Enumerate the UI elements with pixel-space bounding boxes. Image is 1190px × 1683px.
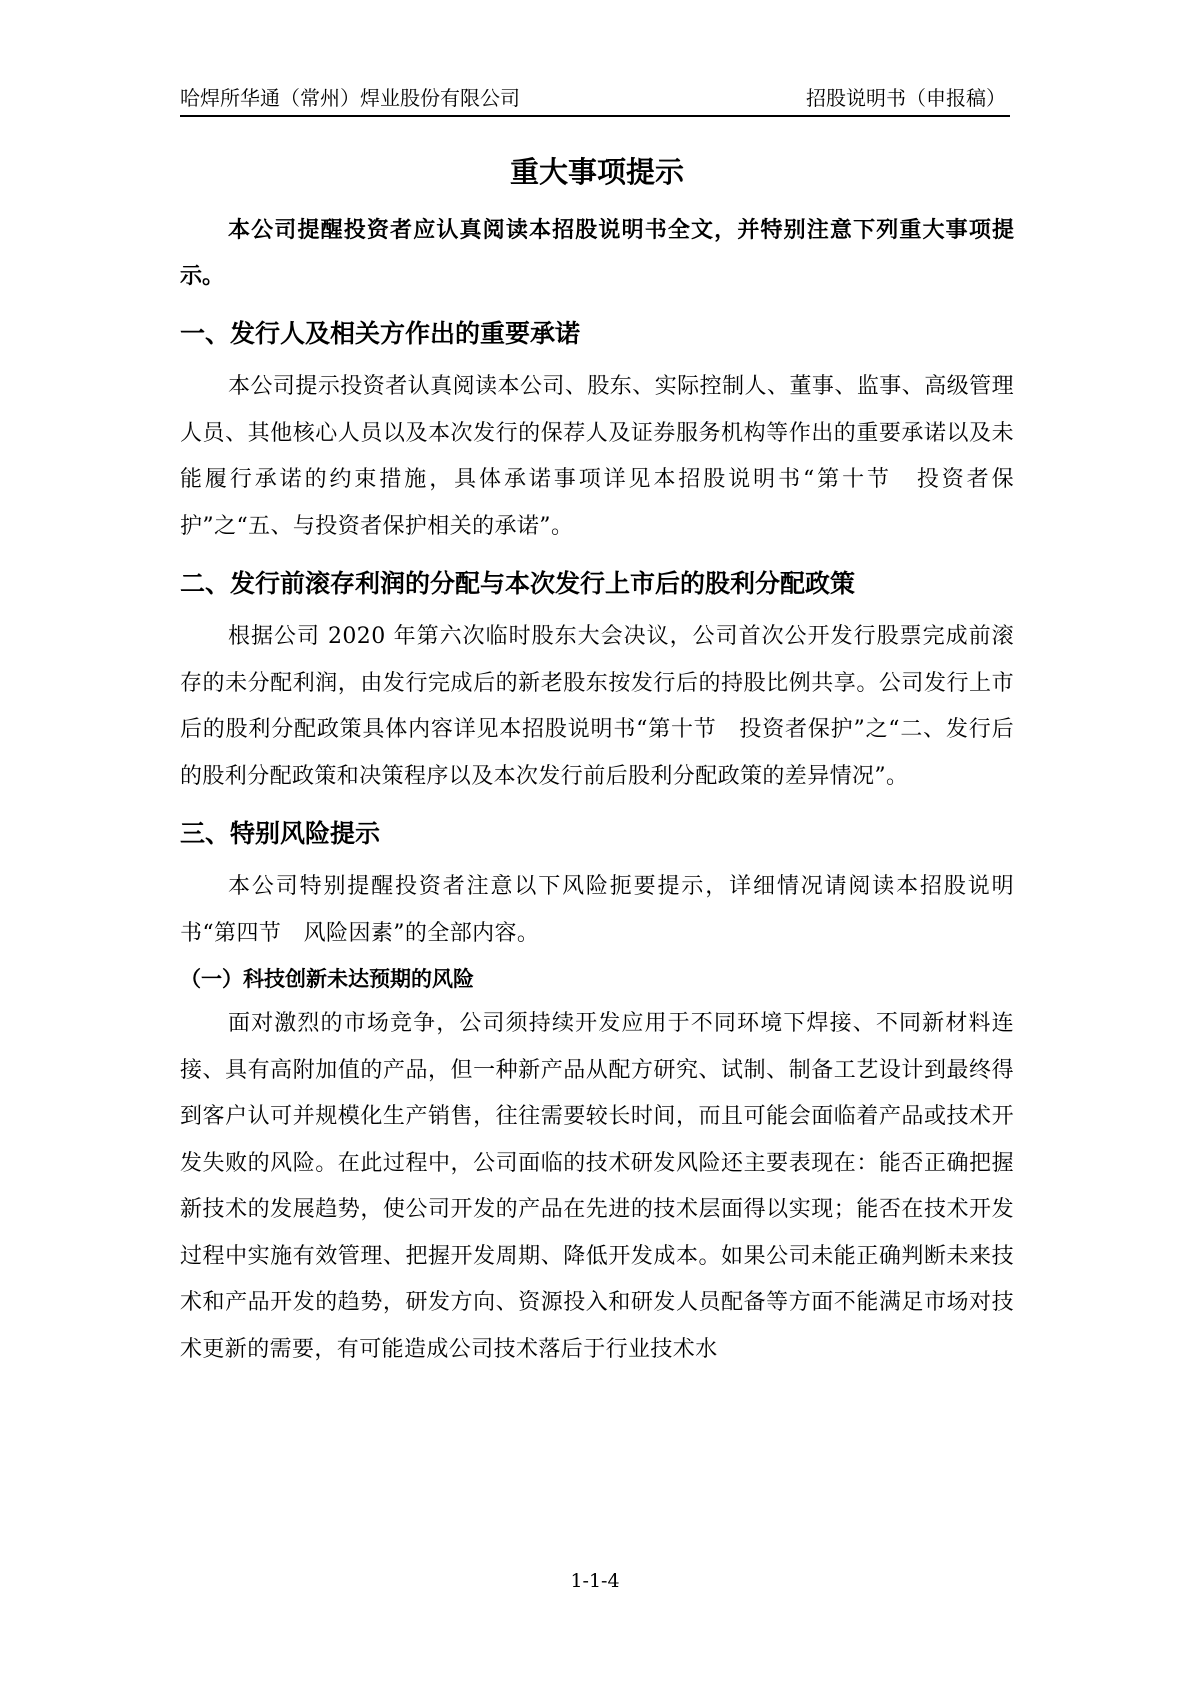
header-divider — [180, 115, 1010, 117]
section-3-paragraph: 本公司特别提醒投资者注意以下风险扼要提示，详细情况请阅读本招股说明书“第四节 风险因素”的全部内容。 — [180, 874, 1014, 946]
section-3-heading: 三、特别风险提示 — [180, 819, 381, 848]
subsection-1-paragraph: 面对激烈的市场竞争，公司须持续开发应用于不同环境下焊接、不同新材料连接、具有高附加值的产品，但一种新产品从配方研究、试制、制备工艺设计到最终得到客户认可并规模化生产销售，往往需要较长时间，而且可能会面临着产品或技术开发失败的风险。在此过程中，公司面临的技术研发风险还主要表现在：能否正确把握新技术的发展趋势，使公司开发的产品在先进的技术层面得以实现；能否在技术开发过程中实施有效管理、把握开发周期、降低开发成本。如果公司未能正确判断未来技术和产品开发的趋势，研发方向、资源投入和研发人员配备等方面不能满足市场对技术更新的需要，有可能造成公司技术落后于行业技术水 — [180, 1011, 1014, 1362]
intro-notice: 本公司提醒投资者应认真阅读本招股说明书全文，并特别注意下列重大事项提示。 — [180, 218, 1014, 289]
section-2-heading: 二、发行前滚存利润的分配与本次发行上市后的股利分配政策 — [180, 569, 856, 598]
section-1-heading: 一、发行人及相关方作出的重要承诺 — [180, 319, 581, 348]
page-number: 1-1-4 — [570, 1570, 620, 1592]
page-header — [180, 82, 1010, 114]
page-content — [180, 150, 1014, 1373]
header-company-name: 哈焊所华通（常州）焊业股份有限公司 — [180, 86, 520, 110]
page-title: 重大事项提示 — [509, 155, 684, 189]
subsection-1-heading: （一）科技创新未达预期的风险 — [180, 967, 474, 991]
section-1-paragraph: 本公司提示投资者认真阅读本公司、股东、实际控制人、董事、监事、高级管理人员、其他核心人员以及本次发行的保荐人及证券服务机构等作出的重要承诺以及未能履行承诺的约束措施，具体承诺事项详见本招股说明书“第十节 投资者保护”之“五、与投资者保护相关的承诺”。 — [180, 374, 1014, 539]
section-2-paragraph: 根据公司 2020 年第六次临时股东大会决议，公司首次公开发行股票完成前滚存的未分配利润，由发行完成后的新老股东按发行后的持股比例共享。公司发行上市后的股利分配政策具体内容详见本招股说明书“第十节 投资者保护”之“二、发行后的股利分配政策和决策程序以及本次发行前后股利分配政策的差异情况”。 — [180, 624, 1014, 789]
header-document-type: 招股说明书（申报稿） — [806, 86, 1006, 110]
